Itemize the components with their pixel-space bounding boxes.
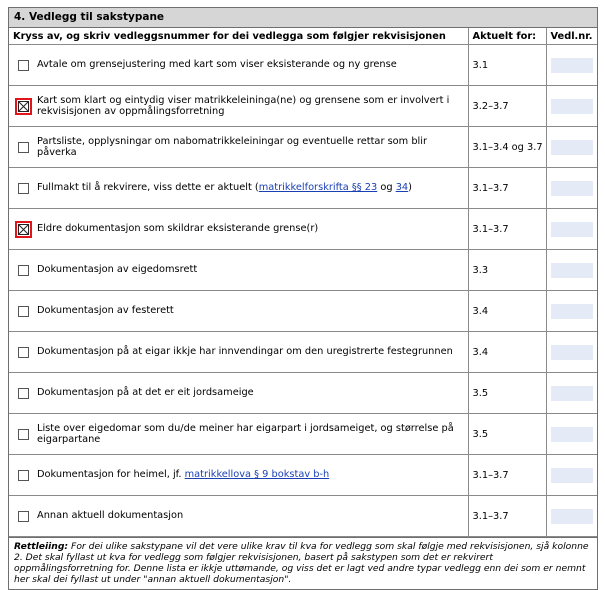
law-reference-link[interactable]: matrikkelforskrifta §§ 23 — [258, 182, 378, 194]
section-title: 4. Vedlegg til sakstypane — [9, 8, 597, 28]
attachment-label: Dokumentasjon av festerett — [37, 305, 174, 317]
vedlnr-input[interactable] — [551, 345, 594, 360]
attachment-description-cell — [9, 250, 468, 291]
vedlnr-cell — [546, 373, 597, 414]
vedlnr-input[interactable] — [551, 263, 594, 278]
vedlnr-cell — [546, 45, 597, 86]
attachment-description-cell — [9, 496, 468, 537]
vedlnr-input[interactable] — [551, 58, 594, 73]
attachment-checkbox[interactable] — [18, 265, 29, 276]
vedlnr-cell — [546, 127, 597, 168]
attachment-description-cell — [9, 373, 468, 414]
attachment-description-cell — [9, 127, 468, 168]
table-header-row — [9, 28, 597, 45]
vedlnr-cell — [546, 455, 597, 496]
attachment-checkbox[interactable] — [18, 142, 29, 153]
header-vedlnr: Vedl.nr. — [546, 28, 597, 45]
attachments-section — [8, 7, 598, 590]
attachment-description-cell — [9, 45, 468, 86]
vedlnr-cell — [546, 86, 597, 127]
vedlnr-cell — [546, 291, 597, 332]
attachment-description-cell — [9, 455, 468, 496]
aktuelt-for-cell: 3.5 — [468, 373, 546, 414]
header-aktuelt: Aktuelt for: — [468, 28, 546, 45]
attachment-description-cell — [9, 209, 468, 250]
table-row — [9, 86, 597, 127]
attachment-checkbox[interactable] — [18, 224, 29, 235]
guidance-note — [9, 537, 597, 589]
aktuelt-for-cell: 3.1–3.4 og 3.7 — [468, 127, 546, 168]
table-row — [9, 209, 597, 250]
law-reference-link[interactable]: 34 — [395, 182, 409, 194]
vedlnr-input[interactable] — [551, 99, 594, 114]
attachment-description-cell — [9, 414, 468, 455]
vedlnr-cell — [546, 250, 597, 291]
attachment-label: Dokumentasjon av eigedomsrett — [37, 264, 198, 276]
aktuelt-for-cell: 3.1–3.7 — [468, 496, 546, 537]
aktuelt-for-cell: 3.3 — [468, 250, 546, 291]
aktuelt-for-cell: 3.5 — [468, 414, 546, 455]
attachment-description-cell — [9, 168, 468, 209]
vedlnr-input[interactable] — [551, 304, 594, 319]
attachments-table — [9, 28, 597, 537]
law-reference-link[interactable]: matrikkellova § 9 bokstav b-h — [184, 469, 330, 481]
attachment-description-cell — [9, 86, 468, 127]
vedlnr-input[interactable] — [551, 386, 594, 401]
attachment-checkbox[interactable] — [18, 101, 29, 112]
aktuelt-for-cell: 3.1–3.7 — [468, 209, 546, 250]
table-row — [9, 455, 597, 496]
aktuelt-for-cell: 3.1 — [468, 45, 546, 86]
attachment-checkbox[interactable] — [18, 429, 29, 440]
attachment-checkbox[interactable] — [18, 470, 29, 481]
vedlnr-cell — [546, 168, 597, 209]
vedlnr-input[interactable] — [551, 140, 594, 155]
table-row — [9, 414, 597, 455]
aktuelt-for-cell: 3.1–3.7 — [468, 168, 546, 209]
attachment-checkbox[interactable] — [18, 511, 29, 522]
attachment-checkbox[interactable] — [18, 388, 29, 399]
attachment-label: Avtale om grensejustering med kart som viser eksisterande og ny grense — [37, 59, 397, 71]
vedlnr-cell — [546, 496, 597, 537]
table-row — [9, 496, 597, 537]
attachment-label: Fullmakt til å rekvirere, viss dette er aktuelt ( — [37, 182, 259, 194]
table-row — [9, 250, 597, 291]
attachment-label: Annan aktuell dokumentasjon — [37, 510, 184, 522]
header-description: Kryss av, og skriv vedleggsnummer for dei vedlegga som følgjer rekvisisjonen — [9, 28, 468, 45]
table-row — [9, 291, 597, 332]
attachment-label: Dokumentasjon på at det er eit jordsameige — [37, 387, 254, 399]
vedlnr-input[interactable] — [551, 427, 594, 442]
attachment-label: Dokumentasjon på at eigar ikkje har innvendingar om den uregistrerte festegrunnen — [37, 346, 453, 358]
table-row — [9, 127, 597, 168]
table-row — [9, 168, 597, 209]
vedlnr-cell — [546, 209, 597, 250]
table-row — [9, 45, 597, 86]
guidance-label: Rettleiing: — [14, 541, 69, 552]
vedlnr-input[interactable] — [551, 222, 594, 237]
attachment-checkbox[interactable] — [18, 60, 29, 71]
attachment-label: Partsliste, opplysningar om nabomatrikkeleiningar og eventuelle rettar som blir påverka — [37, 135, 428, 158]
attachment-description-cell — [9, 291, 468, 332]
vedlnr-input[interactable] — [551, 181, 594, 196]
attachment-checkbox[interactable] — [18, 183, 29, 194]
vedlnr-input[interactable] — [551, 509, 594, 524]
table-row — [9, 373, 597, 414]
attachment-description-cell — [9, 332, 468, 373]
aktuelt-for-cell: 3.4 — [468, 291, 546, 332]
aktuelt-for-cell: 3.2–3.7 — [468, 86, 546, 127]
attachment-label: Kart som klart og eintydig viser matrikkeleininga(ne) og grensene som er involvert i rekvisisjonen av oppmålingsforretning — [37, 94, 450, 117]
aktuelt-for-cell: 3.1–3.7 — [468, 455, 546, 496]
attachment-checkbox[interactable] — [18, 347, 29, 358]
table-row — [9, 332, 597, 373]
checkbox-highlight — [15, 98, 32, 115]
attachment-label-connector: og — [377, 182, 396, 194]
guidance-text: For dei ulike sakstypane vil det vere ulike krav til kva for vedlegg som skal følgje med rekvisisjonen, sjå kolonne 2. Det skal fyllast ut kva for vedlegg som følgjer rekvisisjonen, basert på sakstypen som det er rekvirert oppmålingsforretning for. Denne lista er ikkje uttømande, og viss det er lagt ved andre typar vedlegg enn dei som er nemnt her skal dei fyllast ut under "annan aktuell dokumentasjon". — [14, 541, 589, 585]
aktuelt-for-cell: 3.4 — [468, 332, 546, 373]
vedlnr-cell — [546, 414, 597, 455]
attachment-label: Eldre dokumentasjon som skildrar eksisterande grense(r) — [37, 223, 319, 235]
vedlnr-input[interactable] — [551, 468, 594, 483]
attachment-label-suffix: ) — [408, 182, 412, 194]
attachment-label: Dokumentasjon for heimel, jf. — [37, 469, 185, 481]
attachment-checkbox[interactable] — [18, 306, 29, 317]
attachment-label: Liste over eigedomar som du/de meiner har eigarpart i jordsameiget, og størrelse på eigarpartane — [37, 422, 454, 445]
vedlnr-cell — [546, 332, 597, 373]
checkbox-highlight — [15, 221, 32, 238]
